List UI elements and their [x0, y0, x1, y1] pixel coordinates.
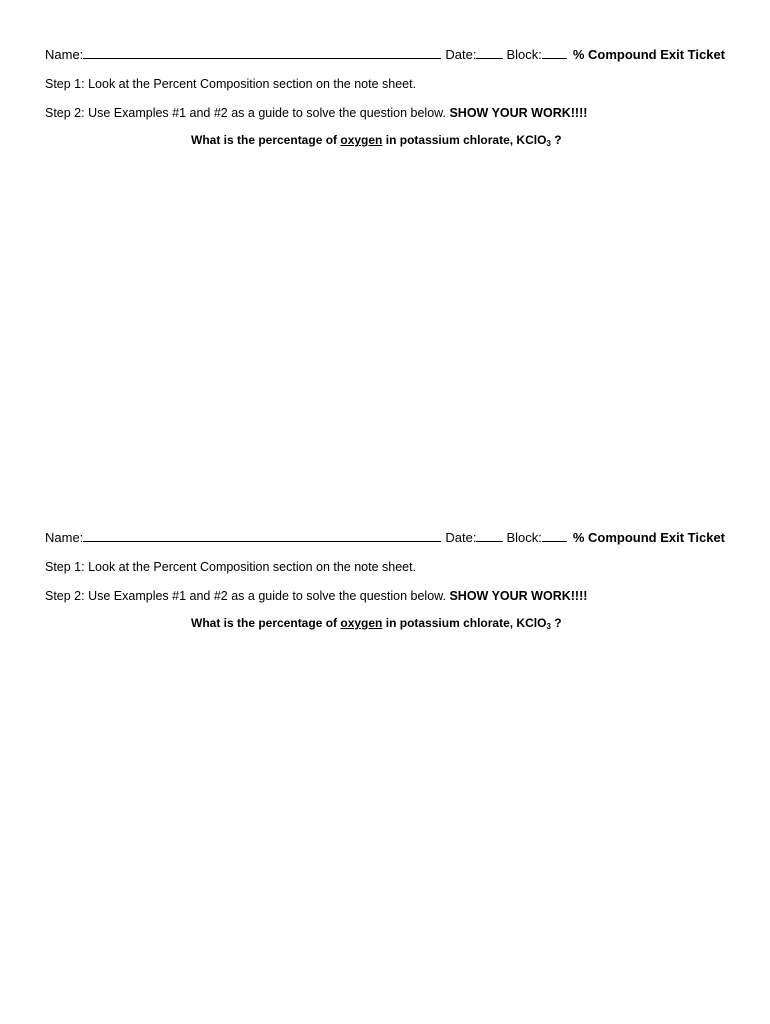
question-keyword: oxygen	[340, 616, 383, 630]
name-blank-line	[83, 46, 441, 59]
name-label: Name:	[45, 530, 84, 545]
step-1-instruction: Step 1: Look at the Percent Composition section on the note sheet.	[45, 77, 417, 91]
exit-ticket-2	[45, 529, 725, 636]
question-pre: What is the percentage of	[191, 133, 338, 147]
step-2-text: Step 2: Use Examples #1 and #2 as a guide to solve the question below.	[45, 106, 446, 120]
ticket-header	[45, 46, 725, 64]
show-work-emphasis: SHOW YOUR WORK!!!!	[449, 589, 588, 603]
date-label: Date:	[445, 530, 477, 545]
question-post: ?	[554, 133, 562, 147]
question	[45, 614, 725, 636]
date-label: Date:	[445, 47, 477, 62]
date-blank-line	[476, 46, 502, 59]
question	[45, 131, 725, 153]
block-blank-line	[542, 46, 567, 59]
block-label: Block:	[506, 47, 542, 62]
step-1-instruction: Step 1: Look at the Percent Composition section on the note sheet.	[45, 560, 417, 574]
ticket-title: % Compound Exit Ticket	[572, 47, 726, 62]
step-2-text: Step 2: Use Examples #1 and #2 as a guide to solve the question below.	[45, 589, 446, 603]
question-pre: What is the percentage of	[191, 616, 338, 630]
step-2-instruction	[45, 587, 725, 605]
exit-ticket-1	[45, 46, 725, 153]
block-label: Block:	[506, 530, 542, 545]
question-post: ?	[554, 616, 562, 630]
question-mid: in potassium chlorate, KClO	[385, 133, 547, 147]
name-label: Name:	[45, 47, 84, 62]
ticket-title: % Compound Exit Ticket	[572, 530, 726, 545]
date-blank-line	[476, 529, 502, 542]
question-keyword: oxygen	[340, 133, 383, 147]
block-blank-line	[542, 529, 567, 542]
ticket-header	[45, 529, 725, 547]
step-2-instruction	[45, 104, 725, 122]
show-work-emphasis: SHOW YOUR WORK!!!!	[449, 106, 588, 120]
formula-subscript: 3	[546, 139, 551, 148]
name-blank-line	[83, 529, 441, 542]
formula-subscript: 3	[546, 622, 551, 631]
question-mid: in potassium chlorate, KClO	[385, 616, 547, 630]
